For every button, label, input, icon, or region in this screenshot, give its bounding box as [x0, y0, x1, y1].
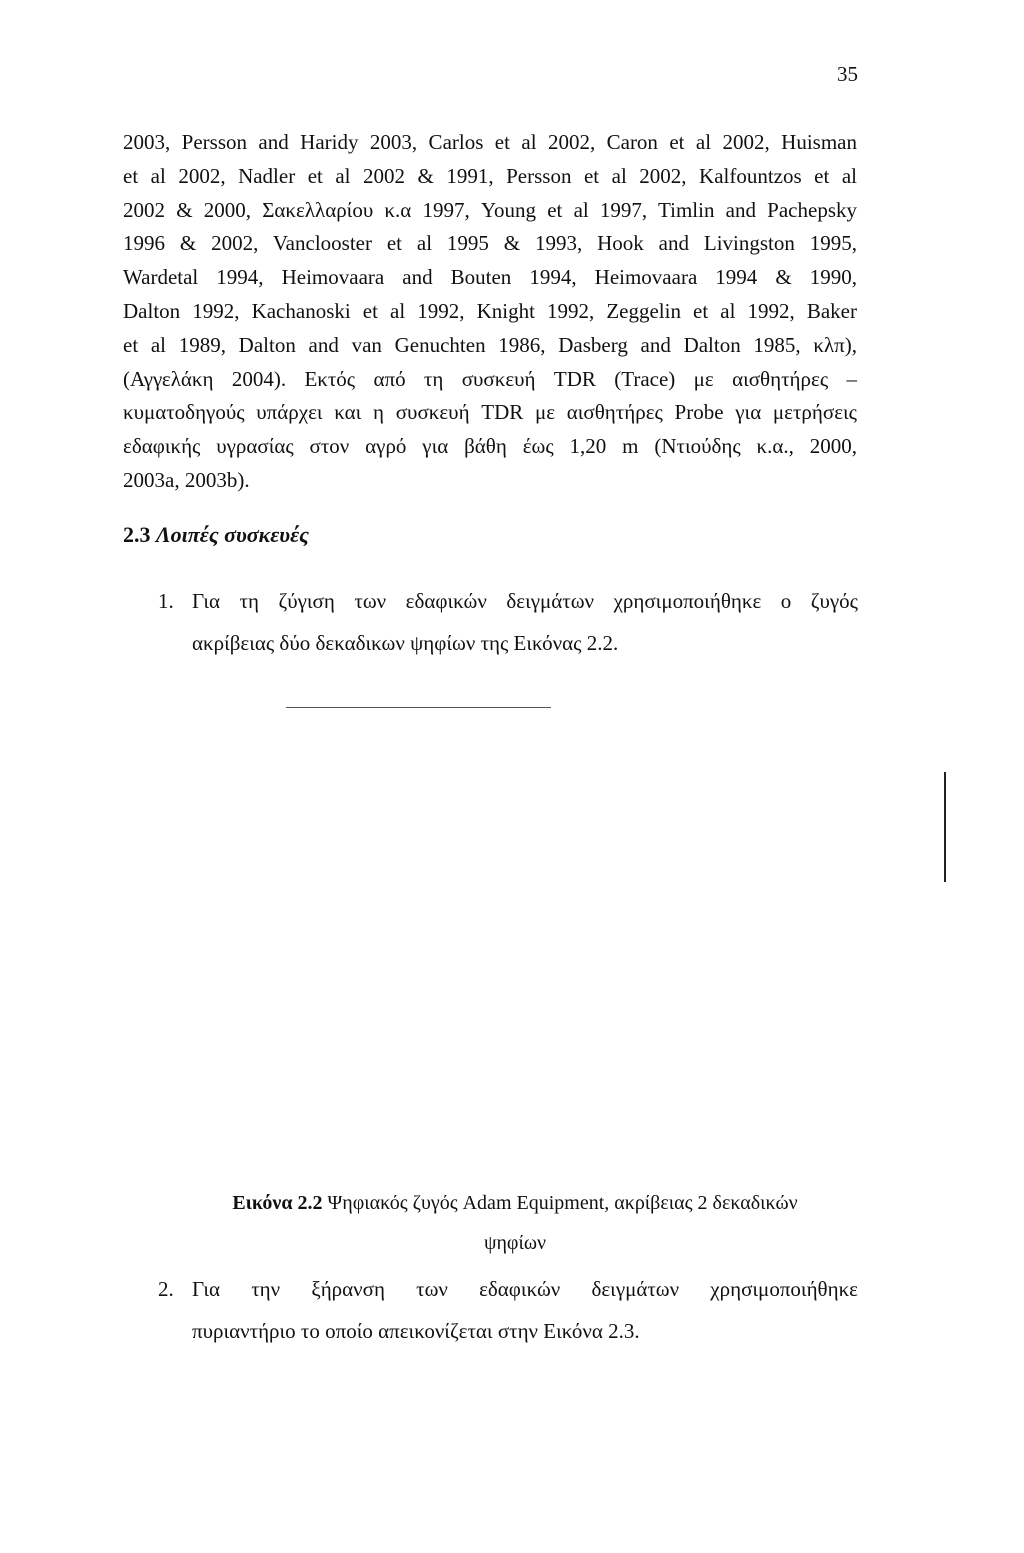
list-item-continuation: ακρίβειας δύο δεκαδικων ψηφίων της Εικόνας 2.2. [192, 631, 619, 655]
caption-text: Ψηφιακός ζυγός Adam Equipment, ακρίβειας 2 δεκαδικών [322, 1192, 798, 1214]
list-item [158, 1268, 858, 1352]
list-item [158, 580, 858, 664]
list-item-number: 1. [158, 589, 174, 613]
paragraph-line: 1996 & 2002, Vanclooster et al 1995 & 1993, Hook and Livingston 1995, [123, 231, 857, 256]
paragraph-line: et al 1989, Dalton and van Genuchten 1986, Dasberg and Dalton 1985, κλπ), [123, 332, 857, 357]
figure-label: Εικόνα 2.2 [232, 1192, 323, 1214]
figure-image-area [190, 712, 950, 1172]
caption-second-line: ψηφίων [483, 1232, 547, 1254]
list-item-first-line [158, 580, 858, 622]
paragraph-line: 2003, Persson and Haridy 2003, Carlos et al 2002, Caron et al 2002, Huisman [123, 130, 857, 154]
paragraph-line: Wardetal 1994, Heimovaara and Bouten 1994, Heimovaara 1994 & 1990, [123, 265, 857, 290]
list-item-continuation: πυριαντήριο το οποίο απεικονίζεται στην Εικόνα 2.3. [192, 1319, 640, 1343]
figure-caption [190, 1183, 840, 1263]
paragraph-line: et al 2002, Nadler et al 2002 & 1991, Persson et al 2002, Kalfountzos et al [123, 163, 857, 188]
list-item-text: Για την ξήρανση των εδαφικών δειγμάτων χρησιμοποιήθηκε [192, 1277, 858, 1301]
list-item-text: Για τη ζύγιση των εδαφικών δειγμάτων χρησιμοποιήθηκε ο ζυγός [192, 589, 858, 613]
section-number: 2.3 [123, 522, 151, 547]
figure-top-rule [286, 707, 551, 708]
section-heading [123, 522, 309, 548]
paragraph-line: κυματοδηγούς υπάρχει και η συσκευή TDR με αισθητήρες Probe για μετρήσεις [123, 400, 857, 425]
list-item-first-line [158, 1268, 858, 1310]
paragraph-line: Dalton 1992, Kachanoski et al 1992, Knight 1992, Zeggelin et al 1992, Baker [123, 298, 857, 323]
paragraph-line: 2003a, 2003b). [123, 467, 250, 492]
paragraph-line: (Αγγελάκη 2004). Εκτός από τη συσκευή TDR (Trace) με αισθητήρες – [123, 366, 857, 391]
caption-first-line [190, 1183, 840, 1223]
list-item-number: 2. [158, 1277, 174, 1301]
body-paragraph [123, 126, 857, 498]
page-number: 35 [837, 62, 858, 86]
paragraph-line: εδαφικής υγρασίας στον αγρό για βάθη έως 1,20 m (Ντιούδης κ.α., 2000, [123, 434, 857, 459]
section-title: Λοιπές συσκευές [156, 522, 309, 547]
paragraph-line: 2002 & 2000, Σακελλαρίου κ.α 1997, Young et al 1997, Timlin and Pachepsky [123, 197, 857, 222]
figure-edge-line [944, 772, 946, 882]
